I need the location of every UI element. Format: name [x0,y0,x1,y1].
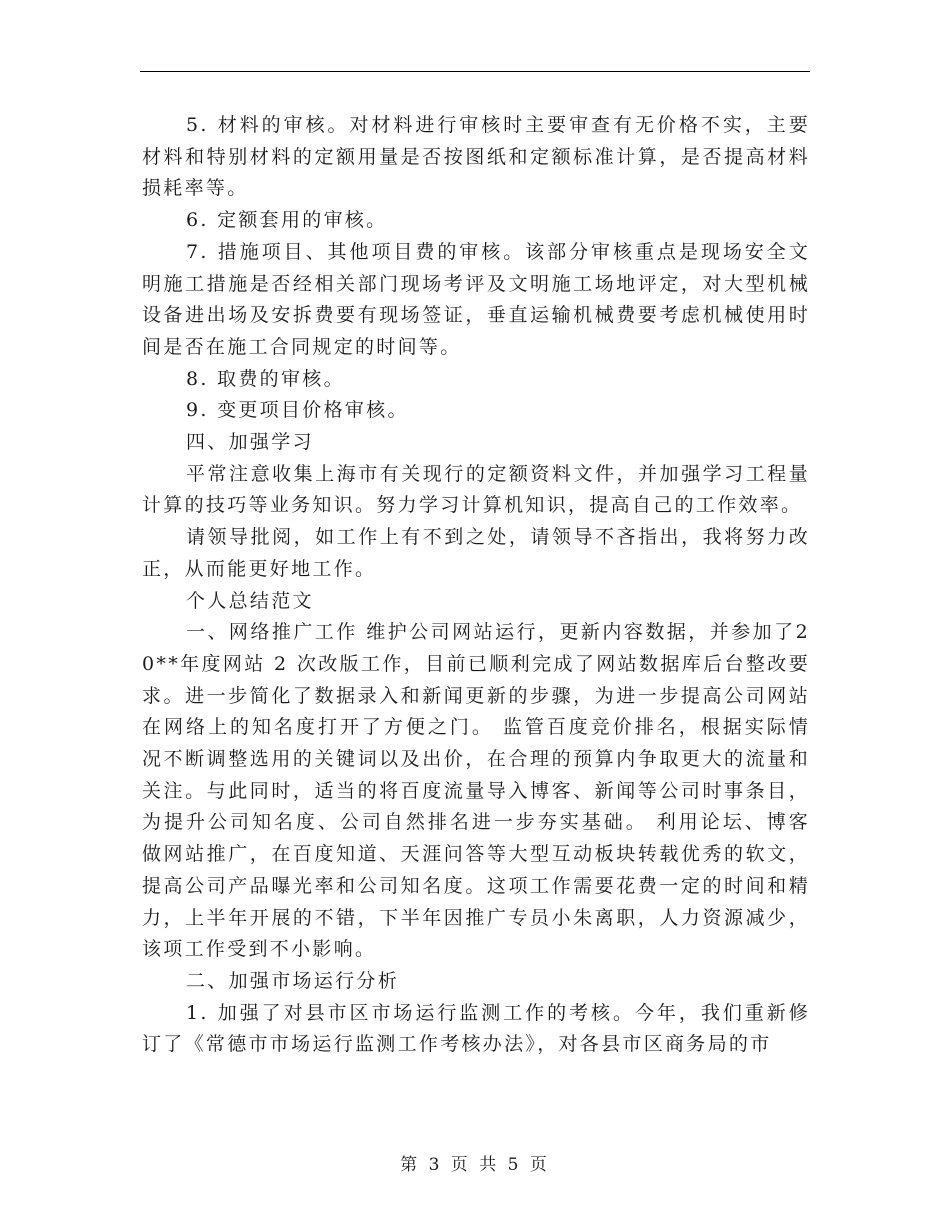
header-rule [140,71,810,72]
paragraph-market-monitoring: 1. 加强了对县市区市场运行监测工作的考核。今年，我们重新修订了《常德市市场运行监测工作考核办法》，对各县市区商务局的市 [142,1001,810,1056]
paragraph-material-review: 5. 材料的审核。对材料进行审核时主要审查有无价格不实，主要材料和特别材料的定额用量是否按图纸和定额标准计算，是否提高材料损耗率等。 [142,114,810,200]
paragraph-learning: 平常注意收集上海市有关现行的定额资料文件，并加强学习工程量计算的技巧等业务知识。努力学习计算机知识，提高自己的工作效率。 [142,462,810,517]
paragraph-fee-review: 8. 取费的审核。 [186,367,345,390]
paragraph-measures-review: 7. 措施项目、其他项目费的审核。该部分审核重点是现场安全文明施工措施是否经相关部门现场考评及文明施工场地评定，对大型机械设备进出场及安拆费要有现场签证，垂直运输机械费要考虑机械使用时间是否在施工合同规定的时间等。 [142,240,810,358]
paragraph-request: 请领导批阅，如工作上有不到之处，请领导不吝指出，我将努力改正，从而能更好地工作。 [142,526,810,580]
page-footer: 第 3 页 共 5 页 [400,1155,550,1175]
section-heading-market-analysis: 二、加强市场运行分析 [186,969,400,992]
section-heading-learning: 四、加强学习 [186,431,314,454]
document-body [142,110,810,1061]
paragraph-network-promotion: 一、网络推广工作 维护公司网站运行，更新内容数据，并参加了20**年度网站 2 次改版工作，目前已顺利完成了网站数据库后台整改要求。进一步简化了数据录入和新闻更新的步骤，为进一步提高公司网站在网络上的知名度打开了方便之门。 监管百度竞价排名，根据实际情况不断调整选用的关键词以及出价，在合理的预算内争取更大的流量和关注。与此同时，适当的将百度流量导入博客、新闻等公司时事条目，为提升公司知名度、公司自然排名进一步夯实基础。 利用论坛、博客做网站推广，在百度知道、天涯问答等大型互动板块转载优秀的软文，提高公司产品曝光率和公司知名度。这项工作需要花费一定的时间和精力，上半年开展的不错，下半年因推广专员小朱离职，人力资源减少，该项工作受到不小影响。 [142,621,810,961]
section-heading-summary: 个人总结范文 [186,589,314,612]
paragraph-quota-review: 6. 定额套用的审核。 [186,209,388,232]
paragraph-change-price-review: 9. 变更项目价格审核。 [186,399,409,422]
